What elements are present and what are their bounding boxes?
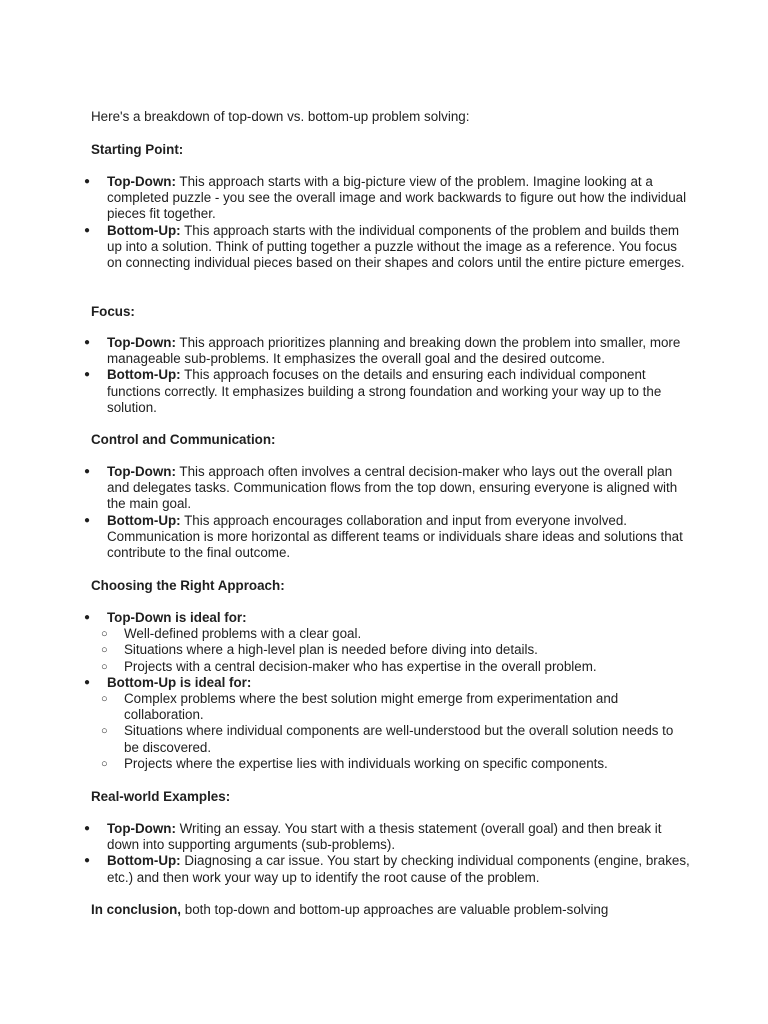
- sublist-top-down: [107, 626, 690, 675]
- list-item: [0, 464, 690, 513]
- intro-paragraph: Here's a breakdown of top-down vs. bottom-up problem solving:: [91, 109, 470, 124]
- sublist-item: ○ Projects with a central decision-maker who has expertise in the overall problem.: [107, 659, 690, 675]
- list-item: [0, 223, 690, 272]
- list-starting-point: [0, 174, 690, 271]
- item-term: Bottom-Up:: [107, 853, 181, 869]
- list-control-communication: [0, 464, 690, 561]
- heading-choosing-approach: Choosing the Right Approach:: [91, 578, 285, 593]
- list-item: [0, 610, 690, 675]
- sublist-item: ○ Situations where individual components are well-understood but the overall solution needs to be discovered.: [107, 723, 690, 755]
- heading-focus: Focus:: [91, 304, 135, 319]
- item-term: Bottom-Up is ideal for:: [107, 674, 252, 690]
- list-choosing-approach: [0, 610, 690, 772]
- item-text: This approach often involves a central decision-maker who lays out the overall plan and delegates tasks. Communication flows from the top down, ensuring everyone is aligned with the main goal.: [107, 464, 678, 512]
- item-text: This approach encourages collaboration and input from everyone involved. Communication is more horizontal as different teams or individuals share ideas and solutions that contribute to the final outcome.: [107, 512, 683, 561]
- sublist-bottom-up: [107, 691, 690, 772]
- sublist-item: ○ Complex problems where the best solution might emerge from experimentation and collaboration.: [107, 691, 690, 723]
- item-text: Diagnosing a car issue. You start by checking individual components (engine, brakes, etc.) and then work your way up to identify the root cause of the problem.: [107, 853, 690, 885]
- item-term: Top-Down:: [107, 335, 176, 350]
- list-item: [0, 367, 690, 416]
- item-text: This approach prioritizes planning and breaking down the problem into smaller, more manageable sub-problems. It emphasizes the overall goal and the desired outcome.: [107, 335, 681, 367]
- sublist-item: ○ Situations where a high-level plan is needed before diving into details.: [107, 642, 690, 658]
- item-term: Bottom-Up:: [107, 512, 181, 528]
- item-text: This approach focuses on the details and ensuring each individual component functions correctly. It emphasizes building a strong foundation and working your way up to the solution.: [107, 367, 662, 415]
- sublist-item: ○ Well-defined problems with a clear goal.: [107, 626, 690, 642]
- item-text: This approach starts with the individual components of the problem and builds them up into a solution. Think of putting together a puzzle without the image as a reference. You focus on connecting individual pieces based on their shapes and colors until the entire picture emerges.: [107, 222, 685, 271]
- list-item: [0, 821, 690, 853]
- list-focus: [0, 335, 690, 416]
- item-term: Top-Down:: [107, 821, 176, 836]
- list-item: [0, 513, 690, 562]
- item-term: Bottom-Up:: [107, 222, 181, 238]
- item-term: Bottom-Up:: [107, 367, 181, 383]
- item-term: Top-Down is ideal for:: [107, 610, 247, 625]
- conclusion-paragraph: [91, 902, 691, 918]
- heading-control-communication: Control and Communication:: [91, 432, 276, 447]
- list-item: [0, 335, 690, 367]
- heading-real-world-examples: Real-world Examples:: [91, 789, 231, 804]
- item-term: Top-Down:: [107, 464, 176, 479]
- list-item: [0, 675, 690, 772]
- list-item: [0, 853, 690, 885]
- list-real-world-examples: [0, 821, 690, 886]
- item-text: Writing an essay. You start with a thesis statement (overall goal) and then break it down into supporting arguments (sub-problems).: [107, 821, 662, 853]
- item-text: This approach starts with a big-picture view of the problem. Imagine looking at a completed puzzle - you see the overall image and work backwards to figure out how the individual pieces fit together.: [107, 174, 687, 222]
- item-term: Top-Down:: [107, 174, 176, 189]
- conclusion-text: both top-down and bottom-up approaches are valuable problem-solving: [181, 902, 609, 917]
- conclusion-term: In conclusion,: [91, 902, 182, 917]
- sublist-item: ○ Projects where the expertise lies with individuals working on specific components.: [107, 756, 690, 772]
- heading-starting-point: Starting Point:: [91, 142, 184, 157]
- list-item: [0, 174, 690, 223]
